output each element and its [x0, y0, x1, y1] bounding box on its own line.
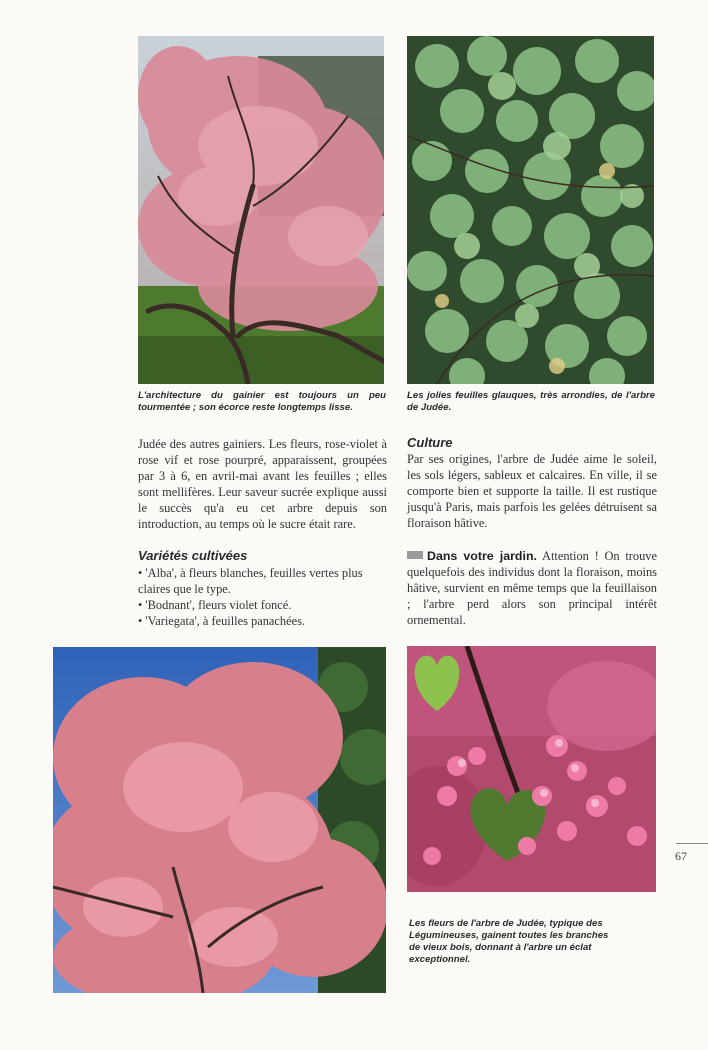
garden-text: Attention ! On trouve quelquefois des individus dont la floraison, moins hâtive, survient en même temps que la feuillaison ; l'arbre perd alors son principal intérêt ornemental.	[407, 549, 657, 627]
garden-paragraph	[407, 548, 657, 628]
culture-paragraph: Par ses origines, l'arbre de Judée aime le soleil, les sols légers, sableux et calcaires. En ville, il se comporte bien et supporte la taille. Il est rustique jusqu'à Paris, mais parfois les gelées détruisent sa floraison hâtive.	[407, 452, 657, 530]
varieties-heading: Variétés cultivées	[138, 548, 248, 563]
caption-flower-closeup: Les fleurs de l'arbre de Judée, typique des Légumineuses, gainent toutes les branches de vieux bois, donnant à l'arbre un éclat exceptionnel.	[409, 918, 609, 965]
page-number-rule	[676, 843, 708, 844]
caption-tree-architecture: L'architecture du gainier est toujours un peu tourmentée ; son écorce reste longtemps lisse.	[138, 390, 386, 413]
culture-heading: Culture	[407, 435, 453, 450]
caption-round-leaves: Les jolies feuilles glauques, très arrondies, de l'arbre de Judée.	[407, 390, 655, 413]
varieties-list	[138, 565, 387, 629]
intro-paragraph: Judée des autres gainiers. Les fleurs, rose-violet à rose vif et rose pourpré, apparaissent, groupées par 3 à 6, en avril-mai avant les feuilles ; elles sont mellifères. Leur saveur sucrée explique aussi le succès qu'a eu cet arbre depuis son introduction, au temps où le sucre était rare.	[138, 437, 387, 531]
photo-blossoming-tree	[53, 647, 386, 993]
garden-label: Dans votre jardin.	[427, 549, 537, 563]
garden-marker	[407, 551, 423, 559]
variety-item: • 'Variegata', à feuilles panachées.	[138, 614, 306, 628]
photo-tree-architecture	[138, 36, 384, 384]
variety-item: • 'Alba', à fleurs blanches, feuilles vertes plus claires que le type.	[138, 566, 363, 596]
photo-round-leaves	[407, 36, 654, 384]
page-number: 67	[675, 849, 687, 863]
photo-flower-closeup	[407, 646, 656, 892]
variety-item: • 'Bodnant', fleurs violet foncé.	[138, 598, 292, 612]
